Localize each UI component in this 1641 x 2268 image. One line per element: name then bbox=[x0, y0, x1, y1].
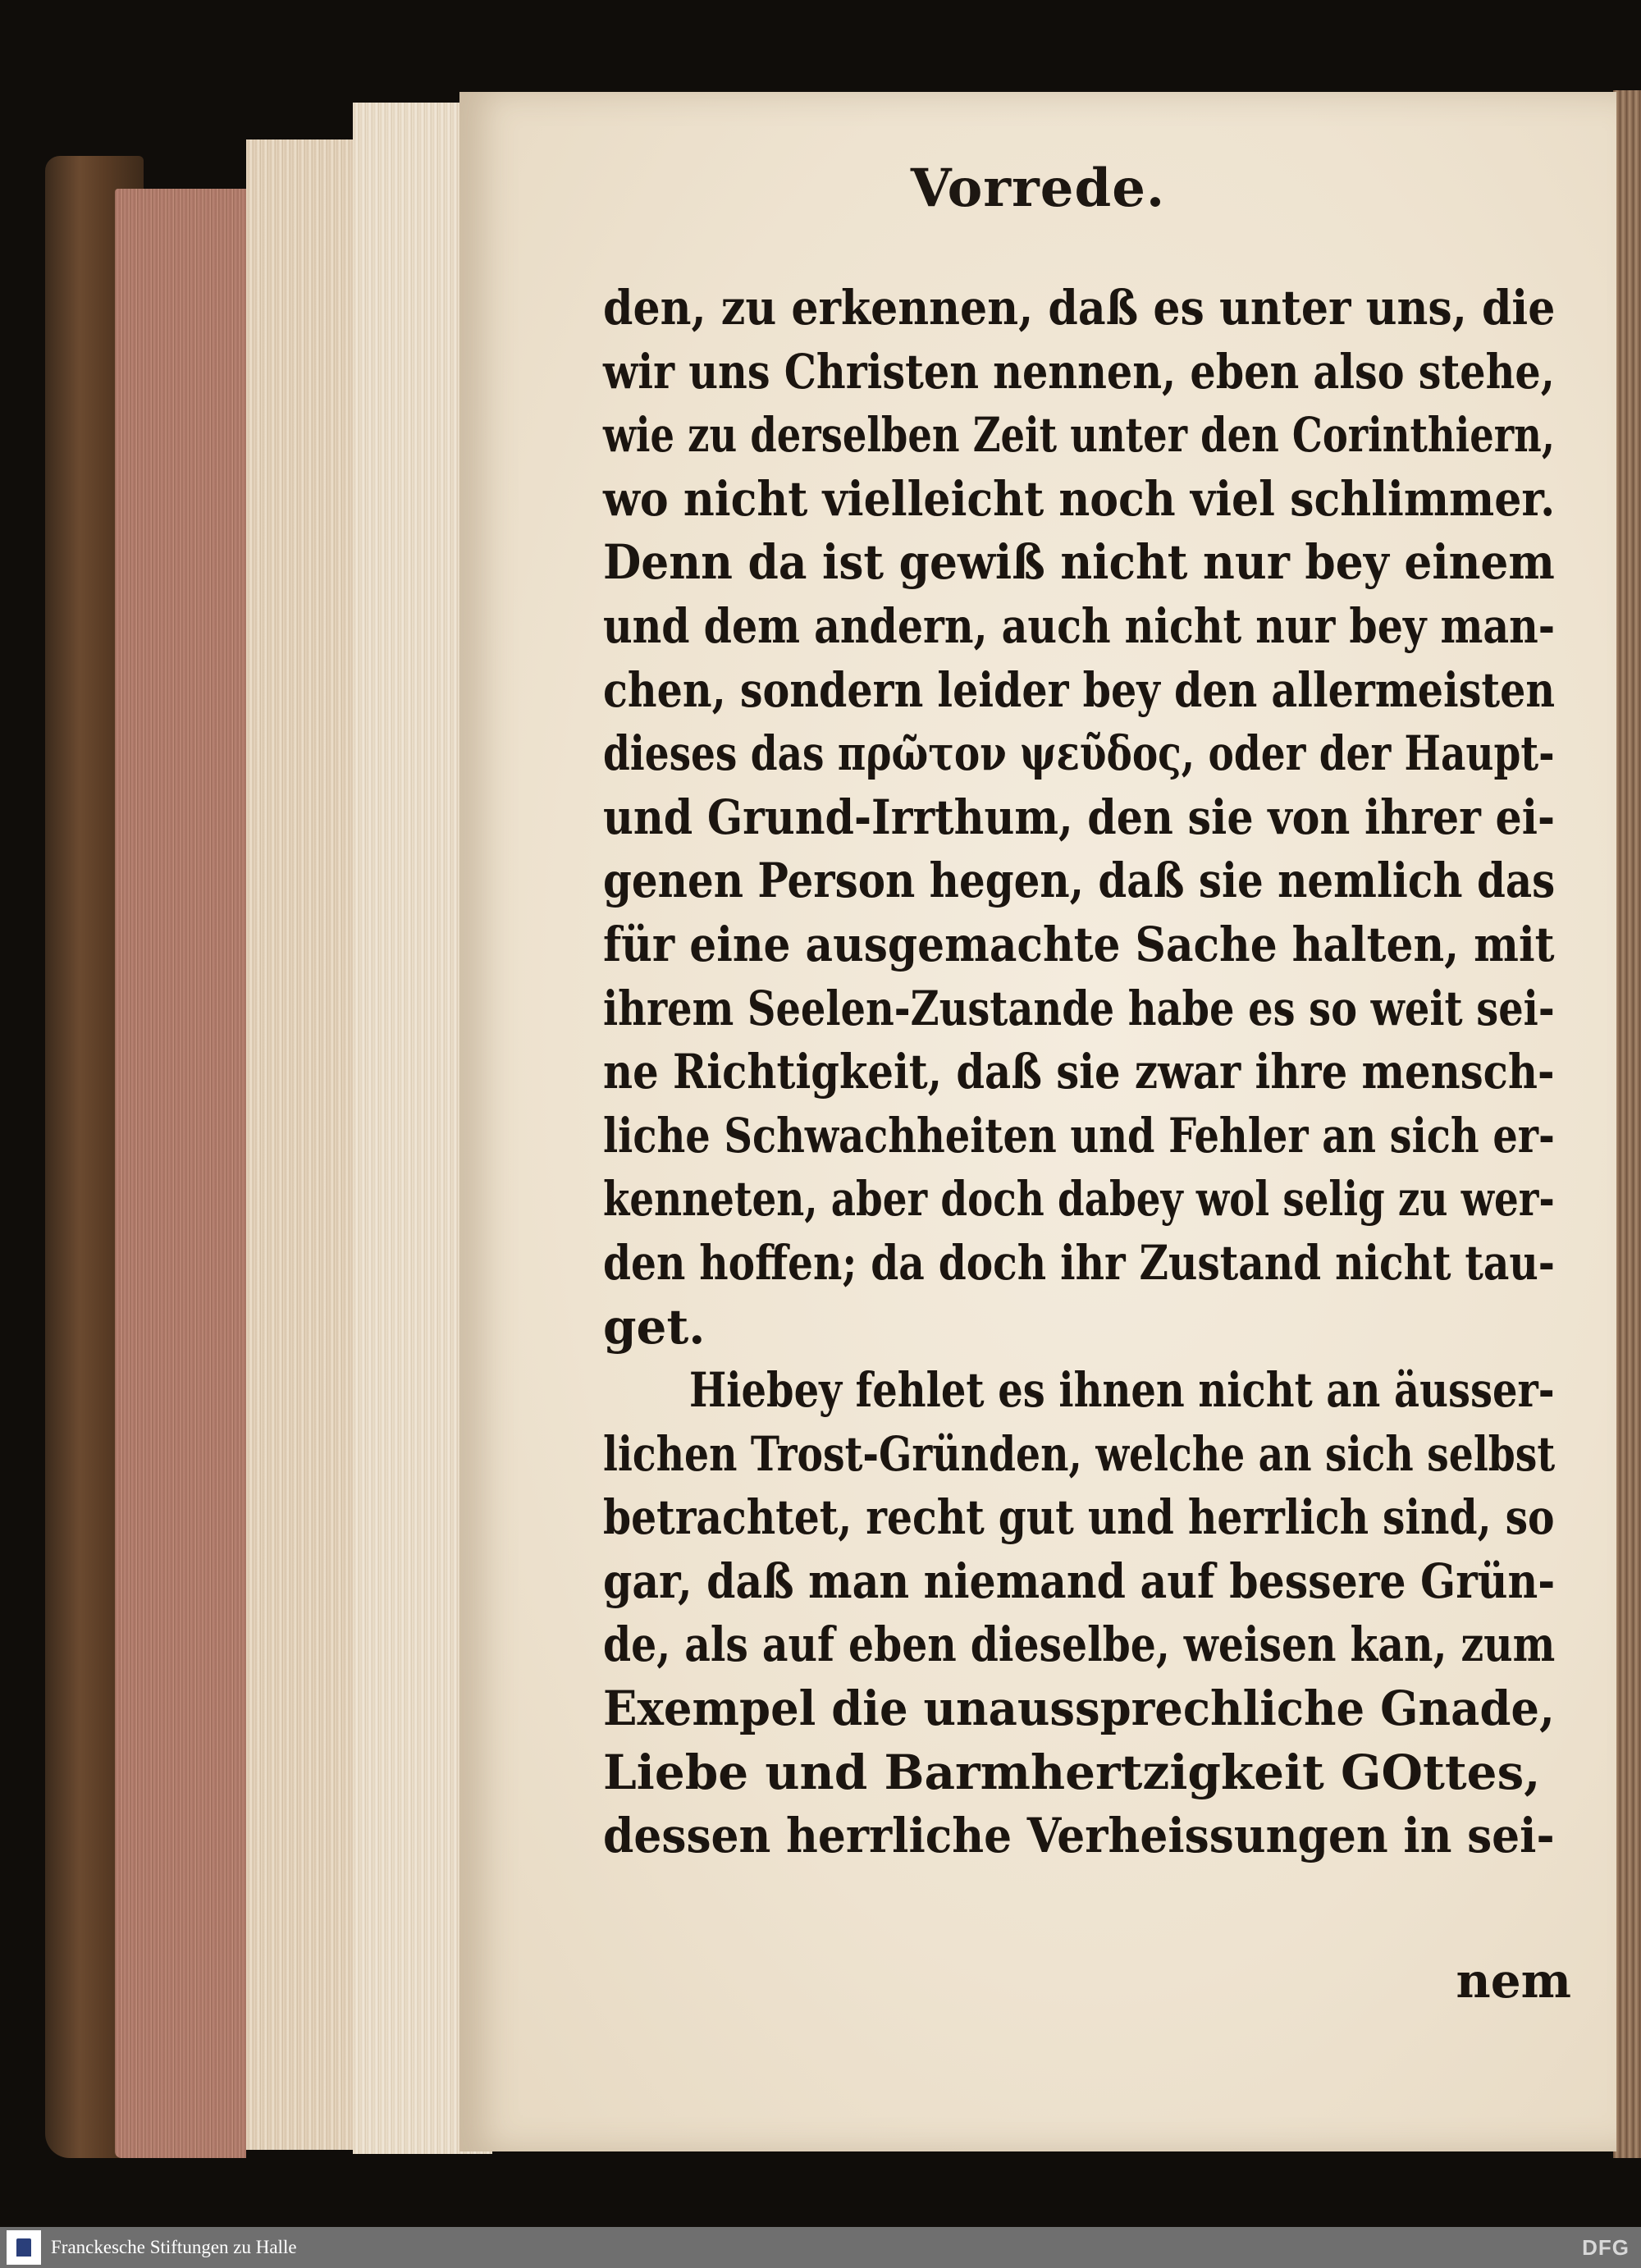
book-page bbox=[459, 92, 1616, 2151]
text-line: kenneten, aber doch dabey wol selig zu wer- bbox=[603, 1171, 1555, 1228]
text-line: chen, sondern leider bey den allermeisten bbox=[603, 661, 1556, 718]
text-line: gar, daß man niemand auf bessere Grün- bbox=[603, 1552, 1556, 1609]
text-line: ihrem Seelen-Zustande habe es so weit sei- bbox=[603, 980, 1555, 1036]
catchword: nem bbox=[1456, 1953, 1571, 2009]
text-line: Hiebey fehlet es ihnen nicht an äusser- bbox=[689, 1362, 1555, 1419]
text-line: de, als auf eben dieselbe, weisen kan, zum bbox=[603, 1616, 1556, 1673]
text-line: wie zu derselben Zeit unter den Corinthiern, bbox=[603, 407, 1556, 464]
text-line: wo nicht vielleicht noch viel schlimmer. bbox=[603, 470, 1556, 527]
text-line: liche Schwachheiten und Fehler an sich er- bbox=[603, 1107, 1555, 1164]
text-line: und Grund-Irrthum, den sie von ihrer ei- bbox=[603, 789, 1556, 845]
text-line: betrachtet, recht gut und herrlich sind, so bbox=[603, 1489, 1555, 1546]
page-edges-left bbox=[115, 189, 246, 2158]
dfg-logo[interactable]: DFG bbox=[1582, 2235, 1630, 2260]
page-edges-middle bbox=[246, 139, 361, 2150]
text-line: Exempel die unaussprechliche Gnade, bbox=[603, 1680, 1555, 1737]
text-line: lichen Trost-Gründen, welche an sich selbst bbox=[603, 1425, 1556, 1482]
footer-bar bbox=[0, 2227, 1641, 2268]
text-line: get. bbox=[603, 1298, 706, 1355]
text-line: dieses das πρῶτον ψεῦδος, oder der Haupt- bbox=[603, 725, 1555, 782]
text-line: und dem andern, auch nicht nur bey man- bbox=[603, 597, 1556, 654]
text-line: Liebe und Barmhertzigkeit GOttes, bbox=[603, 1744, 1541, 1800]
text-line: den hoffen; da doch ihr Zustand nicht tau- bbox=[603, 1234, 1555, 1291]
institution-logo-icon[interactable] bbox=[7, 2230, 41, 2265]
page-edges-right bbox=[1613, 90, 1641, 2158]
text-line: Denn da ist gewiß nicht nur bey einem bbox=[603, 534, 1555, 591]
text-line: wir uns Christen nennen, eben also stehe, bbox=[603, 343, 1555, 400]
text-line: dessen herrliche Verheissungen in sei- bbox=[603, 1808, 1555, 1864]
institution-name[interactable]: Franckesche Stiftungen zu Halle bbox=[51, 2237, 297, 2257]
text-line: ne Richtigkeit, daß sie zwar ihre mensch- bbox=[603, 1044, 1555, 1100]
text-line: genen Person hegen, daß sie nemlich das bbox=[603, 853, 1556, 909]
text-line: für eine ausgemachte Sache halten, mit bbox=[603, 916, 1555, 972]
text-block bbox=[603, 277, 1555, 1868]
page-heading: Vorrede. bbox=[910, 158, 1166, 219]
text-line: den, zu erkennen, daß es unter uns, die bbox=[603, 280, 1556, 336]
